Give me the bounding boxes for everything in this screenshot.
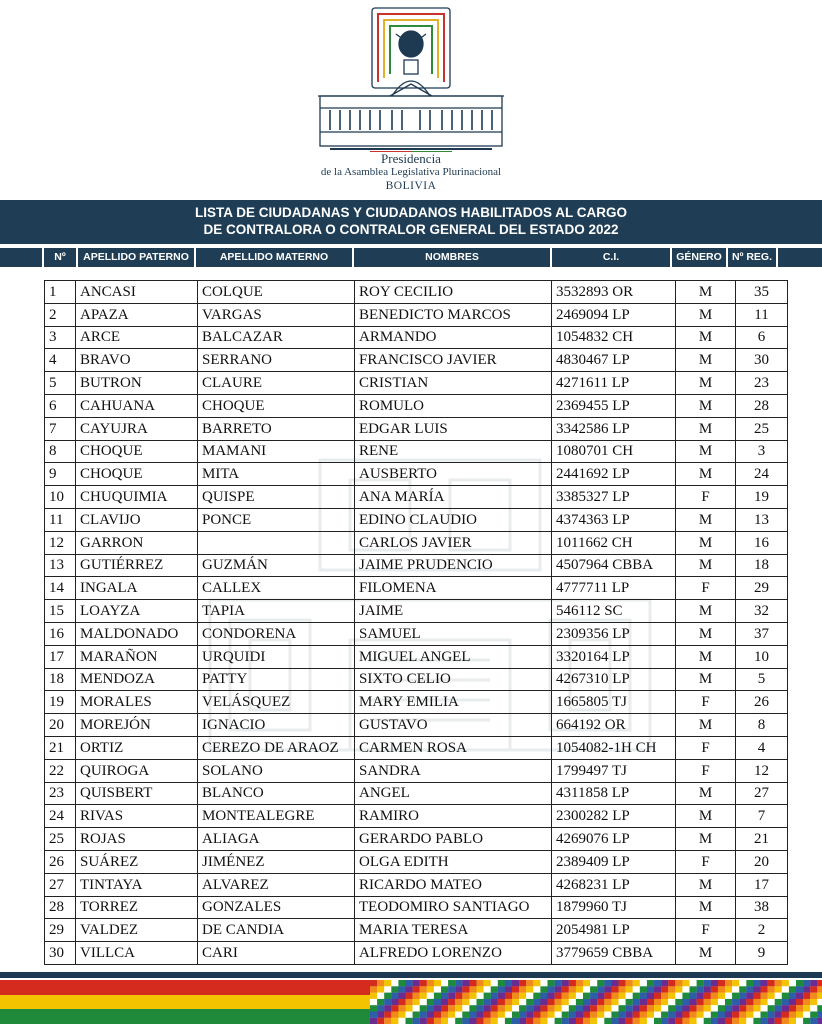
cell-nombres: RICARDO MATEO bbox=[355, 873, 552, 896]
cell-apellido-paterno: CHUQUIMIA bbox=[76, 486, 198, 509]
cell-nreg: 38 bbox=[736, 896, 788, 919]
cell-ci: 2309356 LP bbox=[552, 622, 676, 645]
cell-apellido-paterno: CHOQUE bbox=[76, 463, 198, 486]
table-row bbox=[45, 600, 788, 623]
column-header-filler-right bbox=[778, 248, 822, 267]
cell-apellido-paterno: MENDOZA bbox=[76, 668, 198, 691]
cell-nreg: 7 bbox=[736, 805, 788, 828]
cell-ci: 1080701 CH bbox=[552, 440, 676, 463]
cell-apellido-materno: MONTEALEGRE bbox=[198, 805, 355, 828]
cell-ci: 1799497 TJ bbox=[552, 759, 676, 782]
cell-apellido-materno: MAMANI bbox=[198, 440, 355, 463]
column-header-apellido-materno: APELLIDO MATERNO bbox=[196, 248, 352, 267]
cell-ci: 2300282 LP bbox=[552, 805, 676, 828]
cell-ci: 4374363 LP bbox=[552, 508, 676, 531]
cell-apellido-materno: SOLANO bbox=[198, 759, 355, 782]
cell-apellido-paterno: BUTRON bbox=[76, 372, 198, 395]
cell-genero: M bbox=[676, 531, 736, 554]
flag-stripes-footer bbox=[0, 972, 822, 1024]
cell-apellido-paterno: VALDEZ bbox=[76, 919, 198, 942]
column-header-filler-left bbox=[0, 248, 42, 267]
cell-nreg: 23 bbox=[736, 372, 788, 395]
cell-apellido-paterno: ROJAS bbox=[76, 828, 198, 851]
cell-apellido-paterno: GARRON bbox=[76, 531, 198, 554]
table-row bbox=[45, 349, 788, 372]
cell-apellido-paterno: CAYUJRA bbox=[76, 417, 198, 440]
cell-ci: 2054981 LP bbox=[552, 919, 676, 942]
cell-apellido-materno: SERRANO bbox=[198, 349, 355, 372]
cell-apellido-materno: GONZALES bbox=[198, 896, 355, 919]
cell-ci: 4269076 LP bbox=[552, 828, 676, 851]
cell-genero: M bbox=[676, 281, 736, 304]
cell-nombres: RAMIRO bbox=[355, 805, 552, 828]
column-header-n: Nº bbox=[44, 248, 76, 267]
cell-number: 24 bbox=[45, 805, 76, 828]
cell-apellido-materno: BALCAZAR bbox=[198, 326, 355, 349]
cell-ci: 3779659 CBBA bbox=[552, 942, 676, 965]
cell-genero: F bbox=[676, 759, 736, 782]
cell-genero: F bbox=[676, 577, 736, 600]
cell-genero: M bbox=[676, 645, 736, 668]
cell-nombres: ALFREDO LORENZO bbox=[355, 942, 552, 965]
cell-number: 7 bbox=[45, 417, 76, 440]
cell-genero: M bbox=[676, 303, 736, 326]
cell-nreg: 27 bbox=[736, 782, 788, 805]
cell-apellido-materno: ALIAGA bbox=[198, 828, 355, 851]
cell-ci: 4311858 LP bbox=[552, 782, 676, 805]
cell-nombres: CRISTIAN bbox=[355, 372, 552, 395]
table-row bbox=[45, 782, 788, 805]
cell-apellido-paterno: INGALA bbox=[76, 577, 198, 600]
cell-nreg: 24 bbox=[736, 463, 788, 486]
cell-number: 28 bbox=[45, 896, 76, 919]
cell-nreg: 8 bbox=[736, 714, 788, 737]
cell-ci: 3532893 OR bbox=[552, 281, 676, 304]
cell-number: 3 bbox=[45, 326, 76, 349]
cell-genero: M bbox=[676, 942, 736, 965]
cell-genero: M bbox=[676, 394, 736, 417]
table-row bbox=[45, 645, 788, 668]
cell-nombres: OLGA EDITH bbox=[355, 850, 552, 873]
table-row bbox=[45, 486, 788, 509]
cell-genero: M bbox=[676, 600, 736, 623]
cell-genero: M bbox=[676, 668, 736, 691]
cell-ci: 4507964 CBBA bbox=[552, 554, 676, 577]
cell-nombres: AUSBERTO bbox=[355, 463, 552, 486]
cell-number: 18 bbox=[45, 668, 76, 691]
cell-ci: 2369455 LP bbox=[552, 394, 676, 417]
cell-apellido-paterno: GUTIÉRREZ bbox=[76, 554, 198, 577]
cell-ci: 4777711 LP bbox=[552, 577, 676, 600]
cell-number: 22 bbox=[45, 759, 76, 782]
cell-ci: 2389409 LP bbox=[552, 850, 676, 873]
cell-apellido-materno: CALLEX bbox=[198, 577, 355, 600]
cell-nombres: ARMANDO bbox=[355, 326, 552, 349]
cell-nombres: MIGUEL ANGEL bbox=[355, 645, 552, 668]
table-row bbox=[45, 896, 788, 919]
cell-apellido-materno: BLANCO bbox=[198, 782, 355, 805]
cell-genero: F bbox=[676, 919, 736, 942]
cell-apellido-paterno: QUIROGA bbox=[76, 759, 198, 782]
cell-nreg: 21 bbox=[736, 828, 788, 851]
cell-nombres: GUSTAVO bbox=[355, 714, 552, 737]
cell-genero: F bbox=[676, 486, 736, 509]
cell-number: 16 bbox=[45, 622, 76, 645]
cell-nreg: 30 bbox=[736, 349, 788, 372]
table-row bbox=[45, 531, 788, 554]
cell-apellido-paterno: SUÁREZ bbox=[76, 850, 198, 873]
cell-ci: 4268231 LP bbox=[552, 873, 676, 896]
table-row bbox=[45, 372, 788, 395]
cell-nreg: 37 bbox=[736, 622, 788, 645]
cell-apellido-materno: ALVAREZ bbox=[198, 873, 355, 896]
table-row bbox=[45, 394, 788, 417]
cell-nombres: MARIA TERESA bbox=[355, 919, 552, 942]
cell-nreg: 35 bbox=[736, 281, 788, 304]
cell-ci: 3342586 LP bbox=[552, 417, 676, 440]
cell-number: 21 bbox=[45, 736, 76, 759]
cell-genero: M bbox=[676, 417, 736, 440]
cell-number: 27 bbox=[45, 873, 76, 896]
cell-apellido-materno: IGNACIO bbox=[198, 714, 355, 737]
institution-logo bbox=[300, 4, 522, 194]
cell-ci: 664192 OR bbox=[552, 714, 676, 737]
table-row bbox=[45, 577, 788, 600]
cell-nreg: 6 bbox=[736, 326, 788, 349]
cell-ci: 3320164 LP bbox=[552, 645, 676, 668]
table-row bbox=[45, 691, 788, 714]
cell-apellido-materno: CONDORENA bbox=[198, 622, 355, 645]
cell-genero: M bbox=[676, 714, 736, 737]
cell-apellido-paterno: TINTAYA bbox=[76, 873, 198, 896]
cell-genero: M bbox=[676, 372, 736, 395]
cell-apellido-paterno: CAHUANA bbox=[76, 394, 198, 417]
cell-apellido-paterno: MARAÑON bbox=[76, 645, 198, 668]
cell-number: 4 bbox=[45, 349, 76, 372]
cell-genero: M bbox=[676, 349, 736, 372]
cell-genero: M bbox=[676, 896, 736, 919]
cell-number: 15 bbox=[45, 600, 76, 623]
cell-apellido-materno: VARGAS bbox=[198, 303, 355, 326]
cell-nombres: ROY CECILIO bbox=[355, 281, 552, 304]
candidates-table bbox=[44, 280, 788, 965]
cell-number: 9 bbox=[45, 463, 76, 486]
cell-number: 12 bbox=[45, 531, 76, 554]
cell-apellido-materno: PONCE bbox=[198, 508, 355, 531]
cell-ci: 1665805 TJ bbox=[552, 691, 676, 714]
table-row bbox=[45, 508, 788, 531]
cell-nreg: 3 bbox=[736, 440, 788, 463]
table-row bbox=[45, 828, 788, 851]
cell-ci: 4830467 LP bbox=[552, 349, 676, 372]
cell-nombres: JAIME bbox=[355, 600, 552, 623]
cell-apellido-materno: BARRETO bbox=[198, 417, 355, 440]
cell-nombres: RENE bbox=[355, 440, 552, 463]
title-line-1: LISTA DE CIUDADANAS Y CIUDADANOS HABILITADOS AL CARGO bbox=[194, 205, 627, 220]
cell-apellido-paterno: VILLCA bbox=[76, 942, 198, 965]
cell-apellido-paterno: LOAYZA bbox=[76, 600, 198, 623]
wiphala-pattern bbox=[370, 980, 822, 1024]
table-row bbox=[45, 873, 788, 896]
cell-apellido-materno: DE CANDIA bbox=[198, 919, 355, 942]
cell-apellido-paterno: RIVAS bbox=[76, 805, 198, 828]
cell-ci: 2469094 LP bbox=[552, 303, 676, 326]
cell-nombres: CARLOS JAVIER bbox=[355, 531, 552, 554]
cell-ci: 1054832 CH bbox=[552, 326, 676, 349]
cell-nreg: 9 bbox=[736, 942, 788, 965]
cell-nombres: CARMEN ROSA bbox=[355, 736, 552, 759]
cell-genero: M bbox=[676, 622, 736, 645]
cell-ci: 4267310 LP bbox=[552, 668, 676, 691]
cell-nombres: GERARDO PABLO bbox=[355, 828, 552, 851]
cell-genero: F bbox=[676, 736, 736, 759]
cell-number: 25 bbox=[45, 828, 76, 851]
cell-apellido-materno: CLAURE bbox=[198, 372, 355, 395]
table-row bbox=[45, 281, 788, 304]
table-row bbox=[45, 919, 788, 942]
cell-genero: M bbox=[676, 440, 736, 463]
cell-nreg: 19 bbox=[736, 486, 788, 509]
cell-nreg: 29 bbox=[736, 577, 788, 600]
cell-apellido-paterno: ORTIZ bbox=[76, 736, 198, 759]
cell-genero: M bbox=[676, 326, 736, 349]
logo-text-bolivia: BOLIVIA bbox=[385, 180, 437, 192]
table-row bbox=[45, 714, 788, 737]
cell-apellido-paterno: BRAVO bbox=[76, 349, 198, 372]
logo-text-asamblea: de la Asamblea Legislativa Plurinacional bbox=[320, 166, 502, 178]
cell-nreg: 18 bbox=[736, 554, 788, 577]
cell-genero: F bbox=[676, 850, 736, 873]
cell-ci: 2441692 LP bbox=[552, 463, 676, 486]
cell-nreg: 12 bbox=[736, 759, 788, 782]
cell-nreg: 32 bbox=[736, 600, 788, 623]
cell-ci: 1879960 TJ bbox=[552, 896, 676, 919]
table-row bbox=[45, 554, 788, 577]
cell-genero: M bbox=[676, 805, 736, 828]
cell-nreg: 10 bbox=[736, 645, 788, 668]
cell-ci: 546112 SC bbox=[552, 600, 676, 623]
cell-apellido-paterno: ANCASI bbox=[76, 281, 198, 304]
table-row bbox=[45, 326, 788, 349]
cell-number: 30 bbox=[45, 942, 76, 965]
cell-number: 6 bbox=[45, 394, 76, 417]
cell-apellido-materno: VELÁSQUEZ bbox=[198, 691, 355, 714]
cell-apellido-paterno: ARCE bbox=[76, 326, 198, 349]
cell-nreg: 16 bbox=[736, 531, 788, 554]
cell-genero: M bbox=[676, 463, 736, 486]
cell-nombres: ROMULO bbox=[355, 394, 552, 417]
legislative-palace-icon bbox=[300, 4, 522, 152]
cell-ci: 1011662 CH bbox=[552, 531, 676, 554]
cell-apellido-materno: CHOQUE bbox=[198, 394, 355, 417]
cell-nombres: SIXTO CELIO bbox=[355, 668, 552, 691]
column-header-nombres: NOMBRES bbox=[354, 248, 550, 267]
cell-apellido-materno: COLQUE bbox=[198, 281, 355, 304]
title-line-2: DE CONTRALORA O CONTRALOR GENERAL DEL ESTADO 2022 bbox=[203, 222, 619, 237]
cell-apellido-materno: QUISPE bbox=[198, 486, 355, 509]
cell-apellido-materno: TAPIA bbox=[198, 600, 355, 623]
title-band bbox=[0, 200, 822, 244]
cell-number: 11 bbox=[45, 508, 76, 531]
cell-nombres: JAIME PRUDENCIO bbox=[355, 554, 552, 577]
cell-nreg: 26 bbox=[736, 691, 788, 714]
table-row bbox=[45, 736, 788, 759]
table-row bbox=[45, 759, 788, 782]
cell-nreg: 11 bbox=[736, 303, 788, 326]
cell-number: 29 bbox=[45, 919, 76, 942]
cell-apellido-materno: URQUIDI bbox=[198, 645, 355, 668]
logo-text-presidencia: Presidencia bbox=[381, 151, 441, 166]
cell-apellido-materno: JIMÉNEZ bbox=[198, 850, 355, 873]
cell-number: 1 bbox=[45, 281, 76, 304]
table-row bbox=[45, 417, 788, 440]
cell-nombres: EDINO CLAUDIO bbox=[355, 508, 552, 531]
cell-number: 23 bbox=[45, 782, 76, 805]
cell-number: 10 bbox=[45, 486, 76, 509]
table-row bbox=[45, 850, 788, 873]
cell-nreg: 5 bbox=[736, 668, 788, 691]
cell-nreg: 25 bbox=[736, 417, 788, 440]
cell-nombres: SAMUEL bbox=[355, 622, 552, 645]
cell-number: 8 bbox=[45, 440, 76, 463]
cell-nreg: 13 bbox=[736, 508, 788, 531]
cell-nreg: 2 bbox=[736, 919, 788, 942]
cell-apellido-paterno: QUISBERT bbox=[76, 782, 198, 805]
cell-apellido-materno: CARI bbox=[198, 942, 355, 965]
cell-number: 20 bbox=[45, 714, 76, 737]
cell-number: 19 bbox=[45, 691, 76, 714]
cell-number: 13 bbox=[45, 554, 76, 577]
cell-apellido-paterno: APAZA bbox=[76, 303, 198, 326]
cell-genero: M bbox=[676, 554, 736, 577]
table-row bbox=[45, 303, 788, 326]
cell-nombres: MARY EMILIA bbox=[355, 691, 552, 714]
cell-apellido-materno: MITA bbox=[198, 463, 355, 486]
cell-apellido-materno: PATTY bbox=[198, 668, 355, 691]
cell-nreg: 17 bbox=[736, 873, 788, 896]
column-header-ci: C.I. bbox=[552, 248, 670, 267]
cell-nreg: 4 bbox=[736, 736, 788, 759]
cell-genero: M bbox=[676, 508, 736, 531]
table-row bbox=[45, 622, 788, 645]
column-header-genero: GÉNERO bbox=[672, 248, 726, 267]
table-row bbox=[45, 668, 788, 691]
cell-apellido-materno bbox=[198, 531, 355, 554]
cell-genero: M bbox=[676, 873, 736, 896]
cell-nombres: ANA MARÍA bbox=[355, 486, 552, 509]
cell-nombres: SANDRA bbox=[355, 759, 552, 782]
column-header-apellido-paterno: APELLIDO PATERNO bbox=[78, 248, 194, 267]
column-header-nreg: Nº REG. bbox=[728, 248, 776, 267]
cell-nreg: 20 bbox=[736, 850, 788, 873]
cell-nombres: EDGAR LUIS bbox=[355, 417, 552, 440]
cell-genero: M bbox=[676, 782, 736, 805]
cell-nombres: ANGEL bbox=[355, 782, 552, 805]
cell-apellido-materno: GUZMÁN bbox=[198, 554, 355, 577]
cell-number: 5 bbox=[45, 372, 76, 395]
table-row bbox=[45, 463, 788, 486]
cell-apellido-paterno: TORREZ bbox=[76, 896, 198, 919]
cell-number: 17 bbox=[45, 645, 76, 668]
table-row bbox=[45, 942, 788, 965]
cell-apellido-paterno: CHOQUE bbox=[76, 440, 198, 463]
table-row bbox=[45, 805, 788, 828]
cell-apellido-paterno: MOREJÓN bbox=[76, 714, 198, 737]
cell-nombres: FILOMENA bbox=[355, 577, 552, 600]
cell-apellido-materno: CEREZO DE ARAOZ bbox=[198, 736, 355, 759]
cell-genero: M bbox=[676, 828, 736, 851]
cell-nombres: TEODOMIRO SANTIAGO bbox=[355, 896, 552, 919]
cell-apellido-paterno: MALDONADO bbox=[76, 622, 198, 645]
cell-number: 14 bbox=[45, 577, 76, 600]
cell-ci: 1054082-1H CH bbox=[552, 736, 676, 759]
cell-apellido-paterno: MORALES bbox=[76, 691, 198, 714]
cell-nombres: FRANCISCO JAVIER bbox=[355, 349, 552, 372]
cell-number: 2 bbox=[45, 303, 76, 326]
cell-ci: 4271611 LP bbox=[552, 372, 676, 395]
cell-nreg: 28 bbox=[736, 394, 788, 417]
cell-number: 26 bbox=[45, 850, 76, 873]
cell-apellido-paterno: CLAVIJO bbox=[76, 508, 198, 531]
cell-genero: F bbox=[676, 691, 736, 714]
table-row bbox=[45, 440, 788, 463]
cell-ci: 3385327 LP bbox=[552, 486, 676, 509]
cell-nombres: BENEDICTO MARCOS bbox=[355, 303, 552, 326]
